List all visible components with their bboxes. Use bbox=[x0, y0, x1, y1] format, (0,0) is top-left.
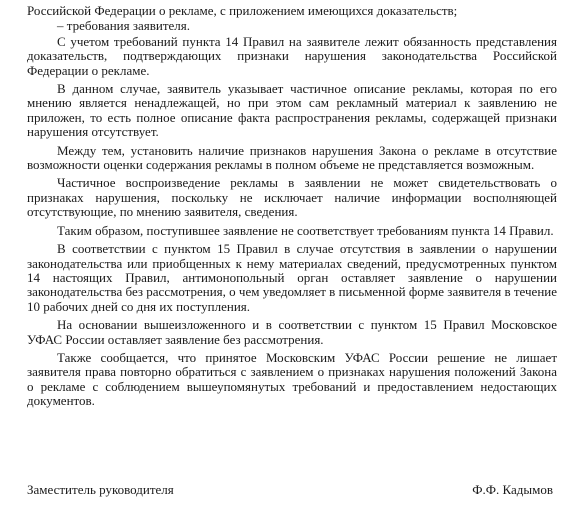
paragraph-burden-of-proof: С учетом требований пункта 14 Правил на заявителе лежит обязанность представления доказательств, подтверждающих признаки нарушения законодательства Российской Федерации о рекламе. bbox=[27, 33, 557, 78]
paragraph-applicant-requirements: – требования заявителя. bbox=[57, 18, 191, 34]
paragraph-cannot-establish: Между тем, установить наличие признаков нарушения Закона о рекламе в отсутствие возможности оценки содержания рекламы в полном объеме не представляется возможным. bbox=[27, 142, 557, 173]
signatory-name: Ф.Ф. Кадымов bbox=[472, 482, 553, 497]
paragraph-notice-reapply: Также сообщается, что принятое Московским УФАС России решение не лишает заявителя права повторно обратиться с заявлением о признаках нарушения положений Закона о рекламе с соблюдением вышеупомянутых требований и предоставлением недостающих документов. bbox=[27, 349, 557, 409]
document-body bbox=[27, 4, 557, 413]
paragraph-partial-reproduction: Частичное воспроизведение рекламы в заявлении не может свидетельствовать о признаках нарушения, поскольку не исключает наличие информации восполняющей отсутствующие, по мнению заявителя, сведения. bbox=[27, 175, 557, 220]
signature-block bbox=[27, 483, 553, 497]
paragraph-evidence-line: Российской Федерации о рекламе, с приложением имеющихся доказательств; bbox=[27, 3, 458, 18]
paragraph-conclusion-noncompliance: Таким образом, поступившее заявление не соответствует требованиям пункта 14 Правил. bbox=[57, 222, 554, 238]
paragraph-clause-15: В соответствии с пунктом 15 Правил в случае отсутствия в заявлении о нарушении законодательства или приобщенных к нему материалах сведений, предусмотренных пунктом 14 настоящих Правил, антимонопольный орган оставляет заявление о нарушении законодательства без рассмотрения, о чем уведомляет в письменной форме заявителя в течение 10 рабочих дней со дня их поступления. bbox=[27, 241, 557, 314]
paragraph-decision: На основании вышеизложенного и в соответствии с пунктом 15 Правил Московское УФАС России оставляет заявление без рассмотрения. bbox=[27, 317, 557, 347]
paragraph-partial-description: В данном случае, заявитель указывает частичное описание рекламы, которая по его мнению является ненадлежащей, но при этом сам рекламный материал к заявлению не приложен, то есть полное описание факта распространения рекламы, содержащей признаки нарушения отсутствует. bbox=[27, 81, 557, 140]
signatory-position: Заместитель руководителя bbox=[27, 482, 174, 497]
